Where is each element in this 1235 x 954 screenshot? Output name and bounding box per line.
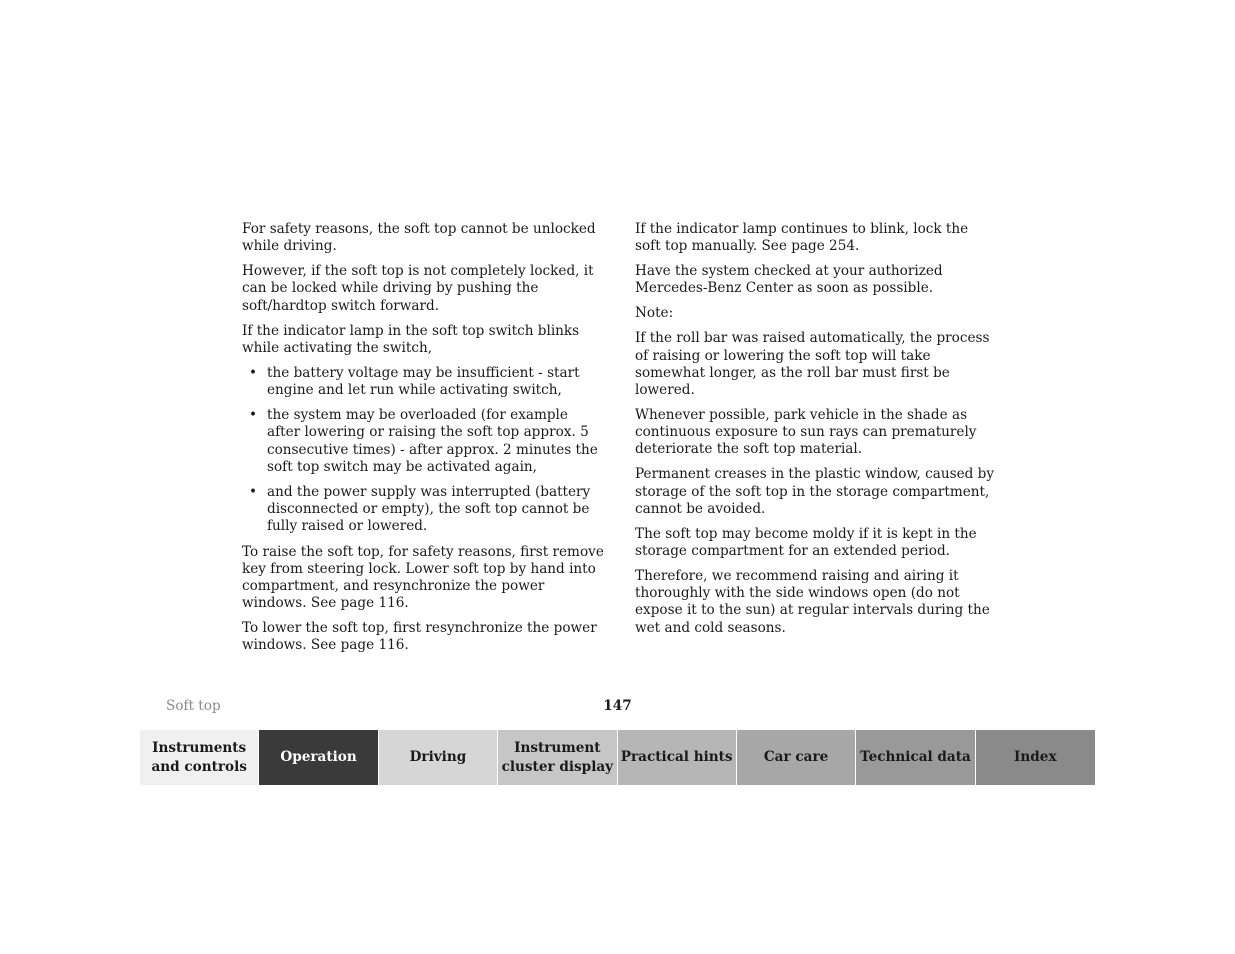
tab-instrument-cluster-display[interactable] <box>498 730 617 785</box>
page-number: 147 <box>603 698 632 714</box>
right-column <box>635 221 997 645</box>
tab-index[interactable] <box>976 730 1095 785</box>
tab-practical-hints[interactable] <box>618 730 737 785</box>
note-label: Note: <box>635 305 674 322</box>
tab-driving[interactable] <box>379 730 498 785</box>
list-item <box>242 407 604 476</box>
tab-label: Practical hints <box>620 749 733 765</box>
left-column <box>242 221 604 662</box>
paragraph: To raise the soft top, for safety reasons, first remove key from steering lock. Lower soft top by hand into compartment, and resynchronize the power windows. See page 116. <box>242 543 604 612</box>
section-nav <box>140 730 1095 785</box>
tab-technical-data[interactable] <box>856 730 975 785</box>
list-item <box>242 484 604 536</box>
paragraph: If the indicator lamp continues to blink, lock the soft top manually. See page 254. <box>635 221 969 255</box>
list-item <box>242 365 604 399</box>
list-item-text: and the power supply was interrupted (battery disconnected or empty), the soft top cannot be fully raised or lowered. <box>267 484 591 535</box>
paragraph: Therefore, we recommend raising and airing it thoroughly with the side windows open (do not expose it to the sun) at regular intervals during the wet and cold seasons. <box>635 568 990 636</box>
tab-label: Technical data <box>860 749 971 765</box>
tab-label: Driving <box>409 749 467 765</box>
paragraph: For safety reasons, the soft top cannot be unlocked while driving. <box>242 221 596 255</box>
paragraph: However, if the soft top is not completely locked, it can be locked while driving by pushing the soft/hardtop switch forward. <box>242 263 594 314</box>
tab-label: Operation <box>280 749 357 765</box>
bullet-list <box>242 365 604 536</box>
paragraph: To lower the soft top, first resynchronize the power windows. See page 116. <box>242 620 597 654</box>
paragraph: Have the system checked at your authorized Mercedes-Benz Center as soon as possible. <box>635 263 943 297</box>
paragraph: Permanent creases in the plastic window, caused by storage of the soft top in the storage compartment, cannot be avoided. <box>635 466 995 517</box>
tab-operation[interactable] <box>259 730 378 785</box>
section-title: Soft top <box>166 698 221 714</box>
list-item-text: the battery voltage may be insufficient - start engine and let run while activating switch, <box>267 364 580 399</box>
list-item-text: the system may be overloaded (for example after lowering or raising the soft top approx. 5 consecutive times) - after approx. 2 minutes the soft top switch may be activated again, <box>267 407 598 475</box>
paragraph: If the indicator lamp in the soft top switch blinks while activating the switch, <box>242 322 580 356</box>
bullet-icon: • <box>249 484 258 501</box>
tab-label: Instruments and controls <box>151 739 247 775</box>
tab-label: Instrument cluster display <box>501 739 614 775</box>
bullet-icon: • <box>249 364 258 381</box>
paragraph: Whenever possible, park vehicle in the shade as continuous exposure to sun rays can prematurely deteriorate the soft top material. <box>635 407 977 458</box>
tab-car-care[interactable] <box>737 730 856 785</box>
tab-label: Car care <box>763 749 829 765</box>
tab-label: Index <box>1014 749 1057 765</box>
paragraph: The soft top may become moldy if it is kept in the storage compartment for an extended period. <box>635 525 977 560</box>
bullet-icon: • <box>249 407 258 424</box>
tab-instruments-and-controls[interactable] <box>140 730 259 785</box>
paragraph: If the roll bar was raised automatically, the process of raising or lowering the soft top will take somewhat longer, as the roll bar must first be lowered. <box>635 330 990 399</box>
